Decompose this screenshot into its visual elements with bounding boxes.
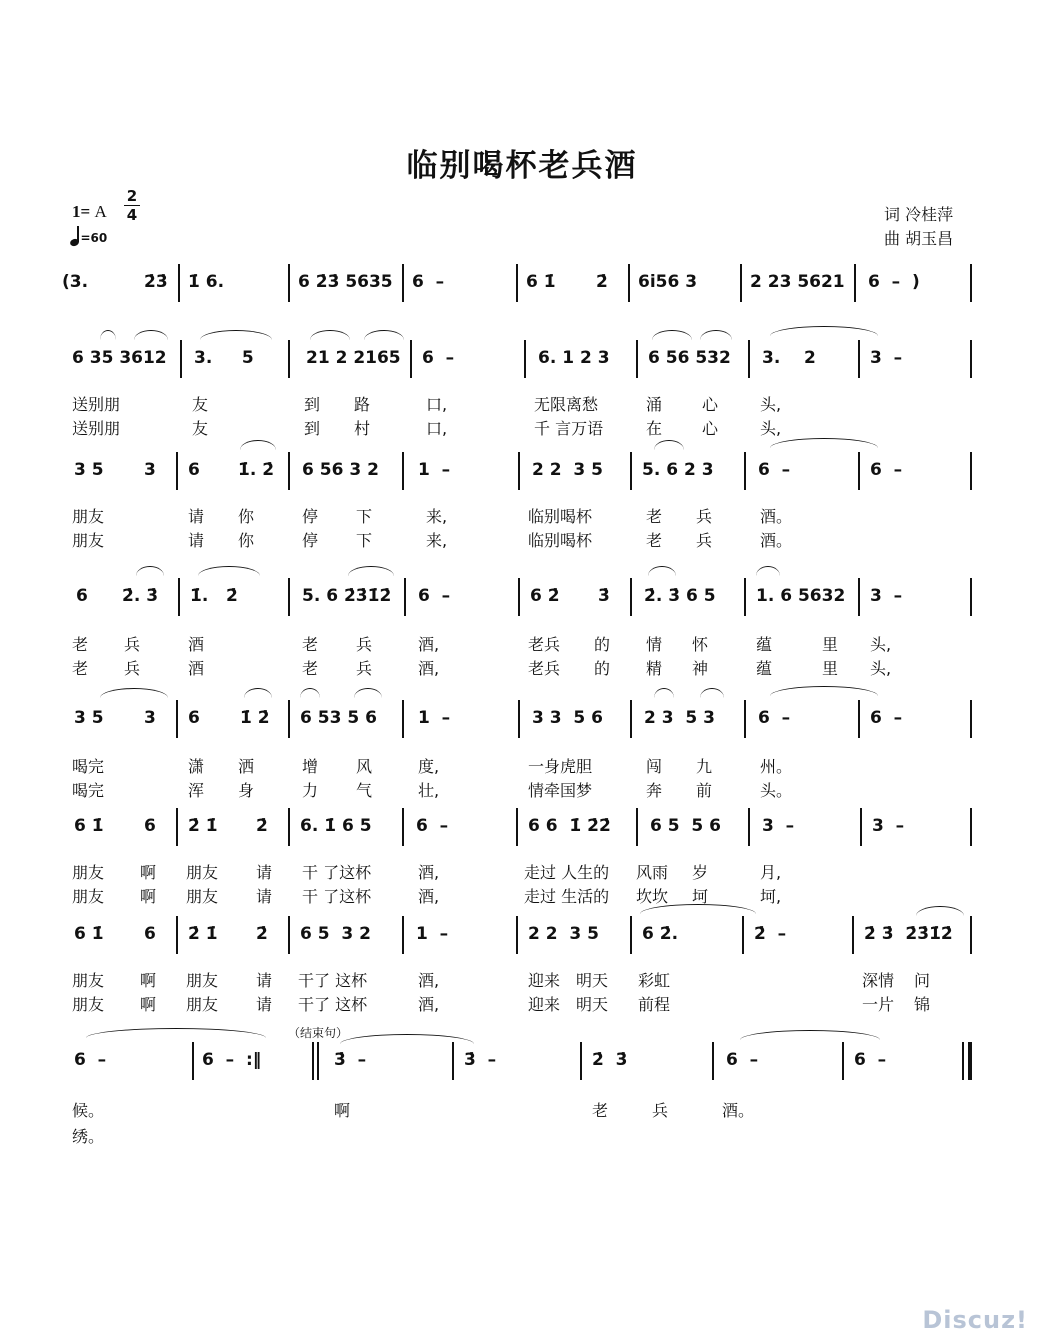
note-group: 6 1̇ [526, 272, 556, 292]
note-group: 3̇ – [334, 1050, 367, 1070]
note-group: 6 – [422, 348, 455, 368]
note-group: 6 – :‖ [202, 1050, 262, 1070]
note-group: 2 23 5621 [750, 272, 845, 292]
note-group: 2̇ – [754, 924, 787, 944]
notation-row-7 [62, 914, 976, 958]
note-group: 6 2̇. [642, 924, 679, 944]
note-group: 1̇ 2̇ [240, 708, 270, 728]
page-title: 临别喝杯老兵酒 [406, 148, 638, 184]
quarter-note-icon [69, 238, 80, 248]
note-group: 6 2̇ [530, 586, 560, 606]
note-group: 6 – [854, 1050, 887, 1070]
note-group: 2̇ [596, 272, 608, 292]
note-group: 2̇3̇ [144, 272, 168, 292]
note-group: 6 – [758, 460, 791, 480]
composer-credit: 曲 胡玉昌 [884, 229, 954, 248]
note-group: 3 [144, 460, 156, 480]
note-group: 6 [188, 708, 200, 728]
note-group: 3̇ – [464, 1050, 497, 1070]
lyricist-credit: 词 冷桂萍 [884, 205, 954, 224]
note-group: 3 [144, 708, 156, 728]
note-group: 21 2 2165 [306, 348, 401, 368]
note-group: 6 5 3 2 [300, 924, 371, 944]
tempo-mark [70, 226, 107, 246]
meter-bottom: 4 [126, 206, 138, 224]
key-note: A [94, 202, 107, 221]
notation-row-5 [62, 698, 976, 742]
note-group: 1̇. 2̇ [238, 460, 275, 480]
note-group: 1 – [418, 708, 451, 728]
lyric-verse2-line7: 绣。 [72, 1127, 105, 1146]
note-group: 6 – [758, 708, 791, 728]
note-group: 2 2 3 5 [532, 460, 603, 480]
note-group: 3 3 5 6 [532, 708, 603, 728]
note-group: 6 5 5 6 [650, 816, 721, 836]
note-group: 5. 6 2̇3̇1̇2̇ [302, 586, 392, 606]
lyric-verse2-line6: 朋友 啊 朋友 请 干了 这杯 酒, 迎来 明天 前程 一片 锦 [72, 995, 931, 1014]
note-group: 3. 2 [762, 348, 816, 368]
note-group: 2̇. 3̇ [122, 586, 159, 606]
note-group: 3 – [870, 348, 903, 368]
note-group: 2̇ 1̇ [188, 924, 218, 944]
lyric-verse1-line2: 朋友 请 你 停 下 来, 临别喝杯 老 兵 酒。 [72, 507, 793, 526]
notation-row-8 [62, 1040, 976, 1084]
note-group: (3. [62, 272, 89, 292]
note-group: 1 – [416, 924, 449, 944]
lyric-verse2-line3: 老 兵 酒 老 兵 酒, 老兵 的 精 神 蕴 里 头, [72, 659, 892, 678]
lyric-verse2-line4: 喝完 浑 身 力 气 壮, 情牵国梦 奔 前 头。 [72, 781, 793, 800]
lyric-verse1-line4: 喝完 潇 洒 增 风 度, 一身虎胆 闯 九 州。 [72, 757, 793, 776]
key-one: 1 [72, 202, 81, 221]
meter-top: 2 [126, 187, 138, 205]
notation-row-2 [62, 338, 976, 382]
note-group: 2̇. 3̇ 6 5 [644, 586, 716, 606]
note-group: 6 – [418, 586, 451, 606]
note-group: 3 – [762, 816, 795, 836]
note-group: 6 1̇ [74, 924, 104, 944]
lyric-verse1-line6: 朋友 啊 朋友 请 干了 这杯 酒, 迎来 明天 彩虹 深情 问 [72, 971, 931, 990]
note-group: 6 53 5 6 [300, 708, 377, 728]
tempo-value: =60 [80, 231, 108, 245]
note-group: 6 56 3 2 [302, 460, 379, 480]
note-group: 2̇ [256, 816, 268, 836]
note-group: 6 – [74, 1050, 107, 1070]
lyric-verse2-line1: 送别朋 友 到 村 口, 千 言万语 在 心 头, [72, 419, 782, 438]
note-group: 6 [144, 924, 156, 944]
watermark: Discuz! [922, 1306, 1028, 1334]
note-group: 6 2̇3̇ 5635 [298, 272, 393, 292]
note-group: 6 – ) [868, 272, 920, 292]
notation-row-4 [62, 576, 976, 620]
note-group: 6 – [870, 460, 903, 480]
key-equals: = [80, 202, 91, 221]
note-group: 6 [188, 460, 200, 480]
note-group: 2 3 5 3 [644, 708, 715, 728]
note-group: 6 – [726, 1050, 759, 1070]
notation-row-1 [62, 262, 976, 306]
notation-row-3 [62, 450, 976, 494]
lyric-verse1-line3: 老 兵 酒 老 兵 酒, 老兵 的 情 怀 蕴 里 头, [72, 635, 892, 654]
note-group: 1̇ 6. [188, 272, 225, 292]
note-group: 6. 1 2 3 [538, 348, 610, 368]
lyric-verse1-line7: 候。 啊 老 兵 酒。 [72, 1101, 755, 1120]
note-group: 6 – [412, 272, 445, 292]
note-group: 3 – [870, 586, 903, 606]
note-group: 5. 6 2 3 [642, 460, 714, 480]
note-group: 6 [76, 586, 88, 606]
note-group: 6 – [416, 816, 449, 836]
note-group: 6 56 532 [648, 348, 731, 368]
ending-label: （结束句） [288, 1026, 349, 1040]
note-group: 6i56 3 [638, 272, 698, 292]
note-group: 3 5 [74, 460, 104, 480]
note-group: 3̇ [598, 586, 610, 606]
key-signature [72, 202, 107, 222]
note-group: 6 [144, 816, 156, 836]
lyric-verse2-line5: 朋友 啊 朋友 请 干 了这杯 酒, 走过 生活的 坎坎 坷 坷, [72, 887, 782, 906]
note-group: 2̇ [256, 924, 268, 944]
note-group: 6 1̇ [74, 816, 104, 836]
note-group: 6 35 3612 [72, 348, 167, 368]
time-signature [124, 188, 140, 223]
note-group: 2̇ 3̇ [592, 1050, 628, 1070]
note-group: 6 6 1̇ 2̇2̇ [528, 816, 611, 836]
note-group: 2̇ 3̇ 2̇3̇1̇2̇ [864, 924, 953, 944]
note-group: 3 – [872, 816, 905, 836]
note-group: 3. 5 [194, 348, 254, 368]
note-group: 2 2 3 5 [528, 924, 599, 944]
note-group: 3 5 [74, 708, 104, 728]
lyric-verse2-line2: 朋友 请 你 停 下 来, 临别喝杯 老 兵 酒。 [72, 531, 793, 550]
note-group: 6. 1̇ 6 5 [300, 816, 372, 836]
lyric-verse1-line5: 朋友 啊 朋友 请 干 了这杯 酒, 走过 人生的 风雨 岁 月, [72, 863, 782, 882]
note-group: 2̇ 1̇ [188, 816, 218, 836]
note-group: 1̇. 2̇ [190, 586, 238, 606]
note-group: 1 – [418, 460, 451, 480]
notation-row-6 [62, 806, 976, 850]
lyric-verse1-line1: 送别朋 友 到 路 口, 无限离愁 涌 心 头, [72, 395, 782, 414]
note-group: 1. 6 5632 [756, 586, 846, 606]
note-group: 6 – [870, 708, 903, 728]
